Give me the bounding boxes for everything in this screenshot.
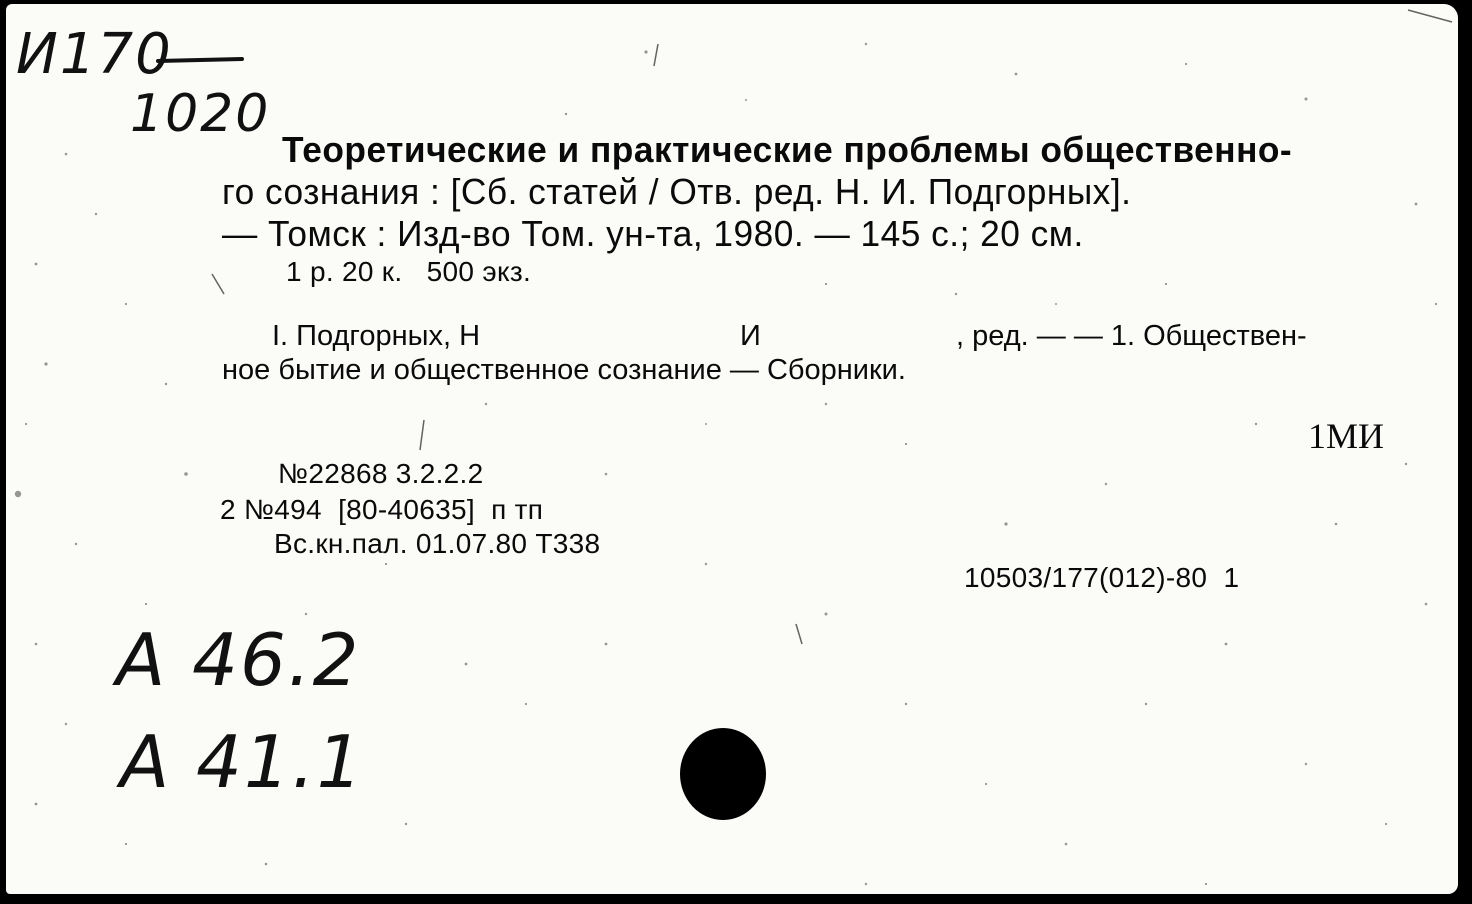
handwritten-shelf-mark-2: А 41.1 [120,720,365,804]
title-line-2: го сознания : [Сб. статей / Отв. ред. Н. И. Подгорных]. [222,171,1132,212]
tracing-subject-end: ное бытие и общественное сознание — Сборники. [222,354,906,386]
record-number: №22868 3.2.2.2 [278,458,484,489]
catalog-card [6,4,1458,894]
handwritten-call-number-top: И170 [16,22,173,87]
title-line-1: Теоретические и практические проблемы общественно- [282,129,1293,170]
handwritten-shelf-mark-1: А 46.2 [116,618,361,702]
imprint-line: — Томск : Изд-во Том. ун-та, 1980. — 145 с.; 20 см. [222,213,1084,254]
order-line: 2 №494 [80-40635] п тп [220,494,544,525]
tracing-initial: И [740,320,761,352]
punch-hole [680,728,766,820]
registry-line: Вс.кн.пал. 01.07.80 Т338 [274,528,601,559]
classification-code: 10503/177(012)-80 1 [964,562,1240,593]
index-code: 1МИ [1308,416,1385,456]
price-line: 1 р. 20 к. 500 экз. [286,256,532,287]
handwritten-call-number-bottom: 1020 [130,84,271,144]
handwritten-underline [156,54,246,68]
tracing-author: I. Подгорных, Н [272,320,481,352]
tracing-subject-start: , ред. — — 1. Обществен- [956,320,1307,352]
